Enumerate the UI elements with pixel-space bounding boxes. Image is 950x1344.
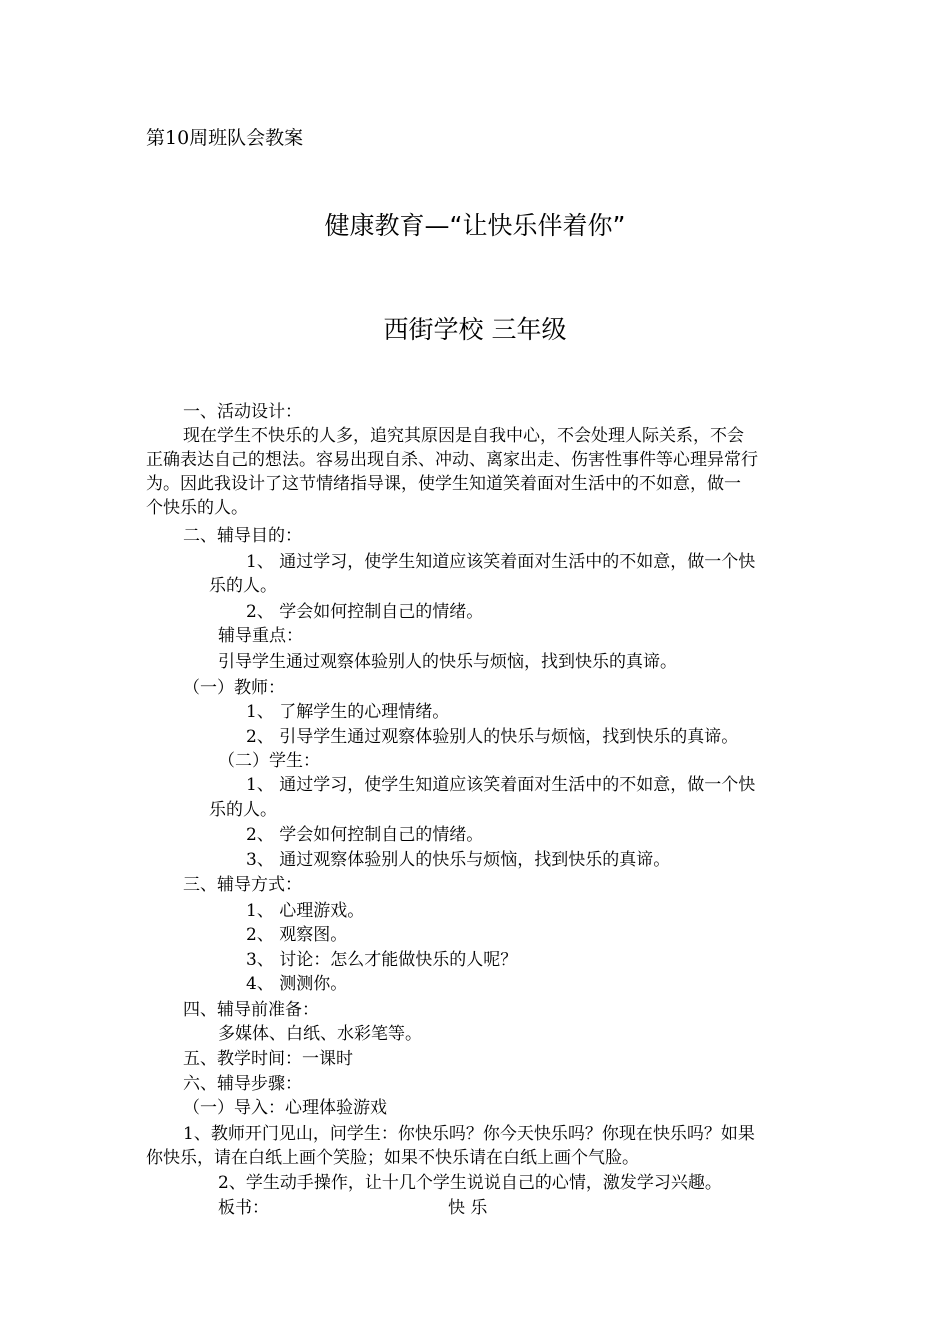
subheading: （二）学生： [218, 751, 320, 771]
subheading: （一）教师： [183, 678, 285, 698]
subheading: 辅导重点： [218, 626, 303, 646]
paragraph-line: 2、学生动手操作，让十几个学生说说自己的心情，激发学习兴趣。 [218, 1173, 722, 1193]
section-heading: 五、教学时间：一课时 [183, 1049, 353, 1069]
list-item: 1、 了解学生的心理情绪。 [246, 702, 450, 722]
list-item: 1、 心理游戏。 [246, 901, 365, 921]
paragraph-line: 多媒体、白纸、水彩笔等。 [218, 1024, 422, 1044]
list-item: 3、 讨论：怎么才能做快乐的人呢？ [246, 950, 518, 970]
list-item: 2、 观察图。 [246, 925, 348, 945]
paragraph-line: 个快乐的人。 [146, 498, 248, 518]
section-heading: 六、辅导步骤： [183, 1074, 302, 1094]
paragraph-line: 引导学生通过观察体验别人的快乐与烦恼，找到快乐的真谛。 [218, 652, 677, 672]
section-heading: 一、活动设计： [183, 402, 302, 422]
header-label: 第10周班队会教案 [146, 127, 304, 149]
list-item: 2、 引导学生通过观察体验别人的快乐与烦恼，找到快乐的真谛。 [246, 727, 739, 747]
subheading: （一）导入：心理体验游戏 [183, 1098, 387, 1118]
paragraph-line: 你快乐，请在白纸上画个笑脸；如果不快乐请在白纸上画个气脸。 [146, 1148, 639, 1168]
section-heading: 三、辅导方式： [183, 875, 302, 895]
list-item: 1、 通过学习，使学生知道应该笑着面对生活中的不如意，做一个快 [246, 775, 756, 795]
paragraph-line: 1、教师开门见山，问学生：你快乐吗？你今天快乐吗？你现在快乐吗？如果 [183, 1124, 755, 1144]
list-item: 乐的人。 [209, 576, 277, 596]
paragraph-line: 现在学生不快乐的人多，追究其原因是自我中心，不会处理人际关系，不会 [183, 426, 744, 446]
list-item: 3、 通过观察体验别人的快乐与烦恼，找到快乐的真谛。 [246, 850, 671, 870]
list-item: 1、 通过学习，使学生知道应该笑着面对生活中的不如意，做一个快 [246, 552, 756, 572]
section-heading: 四、辅导前准备： [183, 1000, 319, 1020]
section-heading: 二、辅导目的： [183, 526, 302, 546]
document-title: 健康教育—“让快乐伴着你” [324, 211, 626, 240]
blackboard-label: 板书： [218, 1198, 269, 1218]
blackboard-content: 快 乐 [448, 1198, 488, 1218]
paragraph-line: 正确表达自己的想法。容易出现自杀、冲动、离家出走、伤害性事件等心理异常行 [146, 450, 758, 470]
list-item: 2、 学会如何控制自己的情绪。 [246, 825, 484, 845]
list-item: 乐的人。 [209, 800, 277, 820]
list-item: 4、 测测你。 [246, 974, 348, 994]
document-subtitle: 西街学校 三年级 [383, 315, 567, 344]
list-item: 2、 学会如何控制自己的情绪。 [246, 602, 484, 622]
paragraph-line: 为。因此我设计了这节情绪指导课，使学生知道笑着面对生活中的不如意，做一 [146, 474, 741, 494]
